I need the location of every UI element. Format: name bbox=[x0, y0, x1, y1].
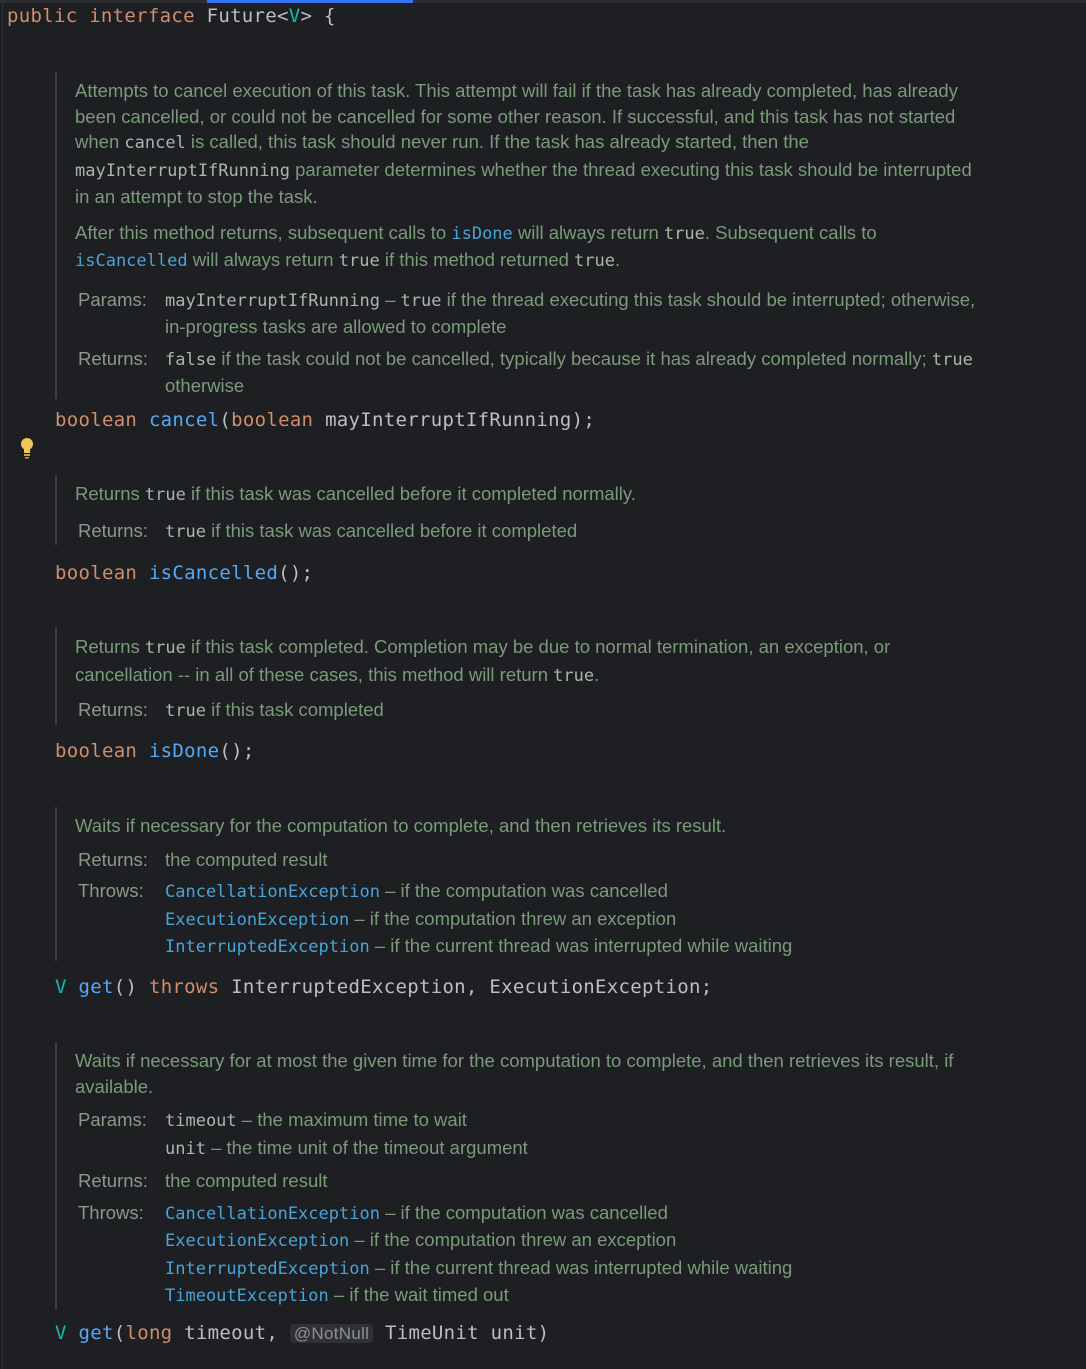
javadoc-cancel bbox=[55, 72, 977, 399]
method-get[interactable]: V get() throws InterruptedException, ExecutionException; bbox=[55, 976, 713, 998]
doc-paragraph: After this method returns, subsequent calls to isDone will always return true. Subsequent calls to isCancelled will always return true if this method returned true. bbox=[75, 221, 877, 271]
method-isdone[interactable]: boolean isDone(); bbox=[55, 740, 255, 762]
method-cancel[interactable]: boolean cancel(boolean mayInterruptIfRunning); bbox=[55, 409, 596, 431]
javadoc-isdone bbox=[55, 628, 977, 725]
exception-link[interactable]: InterruptedException bbox=[165, 1258, 370, 1279]
exception-link[interactable]: ExecutionException bbox=[165, 1231, 350, 1251]
gutter-border bbox=[2, 3, 3, 1369]
doc-throws: Throws: CancellationException – if the computation was cancelled ExecutionException – if the computation threw an exception InterruptedException – if the current thread was interrupted while waiting bbox=[78, 880, 793, 957]
exception-link[interactable]: CancellationException bbox=[165, 882, 380, 902]
type-parameter: V bbox=[288, 5, 301, 27]
doc-paragraph: Attempts to cancel execution of this task. This attempt will fail if the task has already completed, has already been cancelled, or could not be cancelled for some other reason. If successful, and this task has not started when cancel is called, this task should never run. If the task has already started, then the mayInterruptIfRunning parameter determines whether the thread executing this task should be interrupted in an attempt to stop the task. bbox=[75, 80, 972, 207]
keyword-public: public bbox=[7, 5, 78, 27]
doc-paragraph: Returns true if this task completed. Completion may be due to normal termination, an exception, or cancellation -- in all of these cases, this method will return true. bbox=[75, 636, 891, 686]
lightbulb-icon[interactable] bbox=[19, 437, 35, 459]
interface-name: Future< bbox=[206, 5, 289, 27]
javadoc-get bbox=[55, 807, 977, 961]
doc-throws: Throws: CancellationException – if the computation was cancelled ExecutionException – if the computation threw an exception InterruptedException – if the current thread was interrupted while waiting TimeoutException – if the wait timed out bbox=[78, 1201, 793, 1306]
interface-open-brace: > { bbox=[300, 5, 336, 27]
doc-returns: Returns: true if this task was cancelled before it completed bbox=[78, 519, 578, 542]
doc-params: Params: mayInterruptIfRunning – true if the thread executing this task should be interrupted; otherwise, in-progress tasks are allowed to complete bbox=[78, 288, 976, 337]
javadoc-get-timeout bbox=[55, 1042, 977, 1310]
method-get-timeout[interactable]: V get(long timeout, @NotNull TimeUnit unit) bbox=[55, 1322, 550, 1344]
active-tab-indicator bbox=[207, 0, 413, 3]
doc-paragraph: Waits if necessary for the computation to complete, and then retrieves its result. bbox=[75, 815, 727, 836]
exception-link[interactable]: TimeoutException bbox=[165, 1286, 329, 1306]
method-name: get bbox=[78, 976, 114, 998]
doc-params: Params: timeout – the maximum time to wait unit – the time unit of the timeout argument bbox=[78, 1109, 528, 1159]
doc-paragraph: Waits if necessary for at most the given time for the computation to complete, and then retrieves its result, if available. bbox=[75, 1050, 954, 1097]
exception-link[interactable]: InterruptedException bbox=[165, 937, 370, 957]
method-name: get bbox=[78, 1322, 114, 1344]
method-name: cancel bbox=[148, 409, 220, 431]
doc-paragraph: Returns true if this task was cancelled before it completed normally. bbox=[75, 483, 636, 505]
method-name: isDone bbox=[148, 740, 220, 762]
notnull-annotation: @NotNull bbox=[290, 1324, 373, 1343]
isdone-link[interactable]: isDone bbox=[451, 223, 513, 244]
doc-returns: Returns: false if the task could not be cancelled, typically because it has already completed normally; true otherwise bbox=[78, 347, 973, 396]
doc-returns: Returns: true if this task completed bbox=[78, 699, 384, 721]
keyword-interface: interface bbox=[89, 5, 195, 27]
javadoc-iscancelled bbox=[55, 475, 977, 545]
doc-returns: Returns: the computed result bbox=[78, 1170, 328, 1191]
exception-link[interactable]: CancellationException bbox=[165, 1203, 380, 1224]
iscancelled-link[interactable]: isCancelled bbox=[75, 251, 188, 271]
interface-declaration bbox=[7, 5, 336, 27]
editor-tab-strip bbox=[0, 0, 1086, 3]
method-name: isCancelled bbox=[148, 562, 279, 584]
method-iscancelled[interactable]: boolean isCancelled(); bbox=[55, 562, 314, 584]
exception-link[interactable]: ExecutionException bbox=[165, 909, 350, 930]
doc-returns: Returns: the computed result bbox=[78, 848, 328, 870]
